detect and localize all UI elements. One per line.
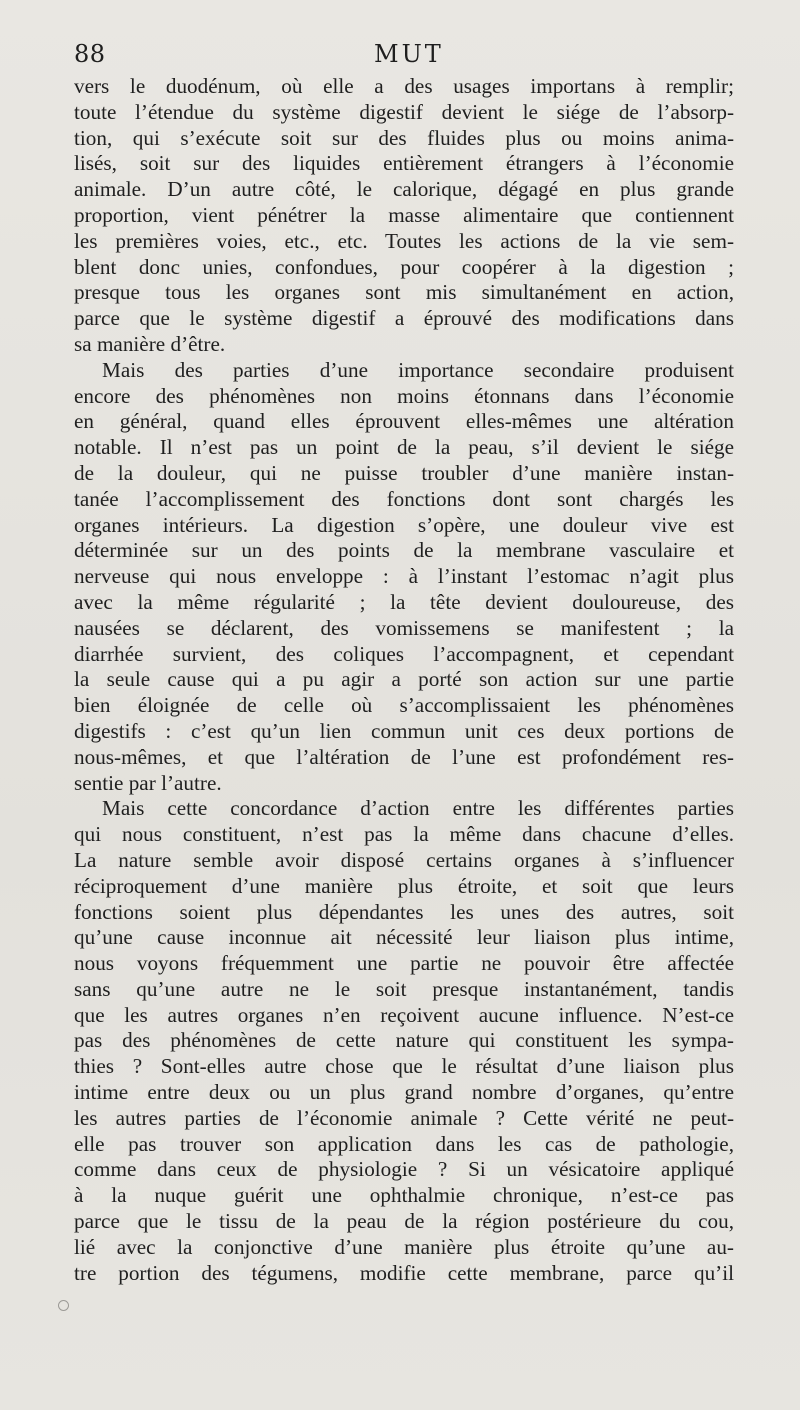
text-line: La nature semble avoir disposé certains organes à s’influencer bbox=[74, 847, 734, 872]
text-line: déterminée sur un des points de la membrane vasculaire et bbox=[74, 538, 734, 563]
text-line: que les autres organes n’en reçoivent aucune influence. N’est-ce bbox=[74, 1002, 734, 1027]
text-line: Mais cette concordance d’action entre les différentes parties bbox=[102, 796, 734, 821]
running-head: MUT bbox=[374, 40, 444, 68]
text-line: digestifs : c’est qu’un lien commun unit ces deux portions de bbox=[74, 718, 734, 743]
text-line: la seule cause qui a pu agir a porté son action sur une partie bbox=[74, 667, 734, 692]
text-line: avec la même régularité ; la tête devient douloureuse, des bbox=[74, 589, 734, 614]
text-line: à la nuque guérit une ophthalmie chronique, n’est-ce pas bbox=[74, 1183, 734, 1208]
text-line: parce que le tissu de la peau de la région postérieure du cou, bbox=[74, 1209, 734, 1234]
text-line: organes intérieurs. La digestion s’opère, une douleur vive est bbox=[74, 512, 734, 537]
text-line: toute l’étendue du système digestif devient le siége de l’absorp- bbox=[74, 99, 734, 124]
text-line: bien éloignée de celle où s’accomplissaient les phénomènes bbox=[74, 693, 734, 718]
text-line: encore des phénomènes non moins étonnans dans l’économie bbox=[74, 383, 734, 408]
body-text bbox=[74, 74, 734, 1286]
text-line: elle pas trouver son application dans les cas de pathologie, bbox=[74, 1131, 734, 1156]
text-line: nerveuse qui nous enveloppe : à l’instant l’estomac n’agit plus bbox=[74, 564, 734, 589]
text-line: pas des phénomènes de cette nature qui constituent les sympa- bbox=[74, 1028, 734, 1053]
text-line: lié avec la conjonctive d’une manière plus étroite qu’une au- bbox=[74, 1234, 734, 1259]
text-line: tanée l’accomplissement des fonctions dont sont chargés les bbox=[74, 486, 734, 511]
text-line: sa manière d’être. bbox=[74, 331, 226, 356]
text-line: comme dans ceux de physiologie ? Si un vésicatoire appliqué bbox=[74, 1157, 734, 1182]
paragraph bbox=[74, 358, 734, 797]
paper-blemish bbox=[58, 1300, 69, 1311]
text-line: nausées se déclarent, des vomissemens se manifestent ; la bbox=[74, 615, 734, 640]
text-line: tre portion des tégumens, modifie cette membrane, parce qu’il bbox=[74, 1260, 734, 1285]
text-line: notable. Il n’est pas un point de la peau, s’il devient le siége bbox=[74, 435, 734, 460]
text-line: nous-mêmes, et que l’altération de l’une est profondément res- bbox=[74, 744, 734, 769]
page-number: 88 bbox=[74, 40, 106, 68]
text-line: parce que le système digestif a éprouvé des modifications dans bbox=[74, 306, 734, 331]
text-line: vers le duodénum, où elle a des usages importans à remplir; bbox=[74, 74, 734, 98]
text-line: thies ? Sont-elles autre chose que le résultat d’une liaison plus bbox=[74, 1054, 734, 1079]
text-line: fonctions soient plus dépendantes les unes des autres, soit bbox=[74, 899, 734, 924]
text-line: nous voyons fréquemment une partie ne pouvoir être affectée bbox=[74, 951, 734, 976]
text-line: tion, qui s’exécute soit sur des fluides plus ou moins anima- bbox=[74, 125, 734, 150]
text-line: intime entre deux ou un plus grand nombre d’organes, qu’entre bbox=[74, 1080, 734, 1105]
text-line: animale. D’un autre côté, le calorique, dégagé en plus grande bbox=[74, 177, 734, 202]
text-line: lisés, soit sur des liquides entièrement étrangers à l’économie bbox=[74, 151, 734, 176]
text-line: réciproquement d’une manière plus étroite, et soit que leurs bbox=[74, 873, 734, 898]
page-header bbox=[74, 40, 734, 76]
text-line: blent donc unies, confondues, pour coopérer à la digestion ; bbox=[74, 254, 734, 279]
text-line: les premières voies, etc., etc. Toutes les actions de la vie sem- bbox=[74, 228, 734, 253]
text-line: qu’une cause inconnue ait nécessité leur liaison plus intime, bbox=[74, 925, 734, 950]
text-line: les autres parties de l’économie animale ? Cette vérité ne peut- bbox=[74, 1105, 734, 1130]
text-line: diarrhée survient, des coliques l’accompagnent, et cependant bbox=[74, 641, 734, 666]
text-line: sans qu’une autre ne le soit presque instantanément, tandis bbox=[74, 976, 734, 1001]
paragraph bbox=[74, 796, 734, 1286]
text-line: de la douleur, qui ne puisse troubler d’une manière instan- bbox=[74, 460, 734, 485]
text-line: qui nous constituent, n’est pas la même dans chacune d’elles. bbox=[74, 822, 734, 847]
text-line: sentie par l’autre. bbox=[74, 770, 222, 795]
text-line: en général, quand elles éprouvent elles-mêmes une altération bbox=[74, 409, 734, 434]
text-line: presque tous les organes sont mis simultanément en action, bbox=[74, 280, 734, 305]
text-line: Mais des parties d’une importance secondaire produisent bbox=[102, 357, 734, 382]
text-line: proportion, vient pénétrer la masse alimentaire que contiennent bbox=[74, 202, 734, 227]
paragraph bbox=[74, 74, 734, 358]
